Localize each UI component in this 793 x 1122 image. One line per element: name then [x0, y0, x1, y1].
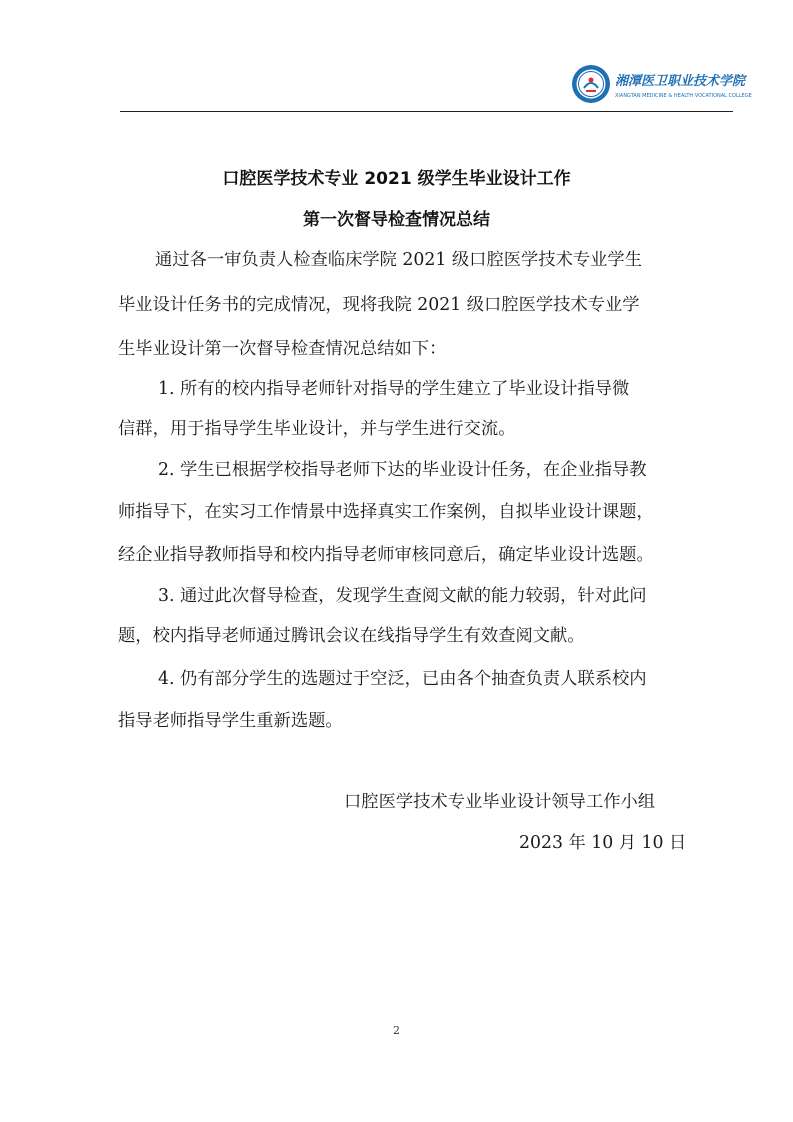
page-number: 2: [393, 1024, 400, 1037]
body-line: 4. 仍有部分学生的选题过于空泛，已由各个抽查负责人联系校内: [158, 669, 647, 689]
body-line: 信群，用于指导学生毕业设计，并与学生进行交流。: [118, 419, 516, 439]
body-line: 师指导下，在实习工作情景中选择真实工作案例，自拟毕业设计课题，: [118, 502, 654, 522]
signature-date: 2023 年 10 月 10 日: [519, 833, 687, 853]
document-subtitle: 第一次督导检查情况总结: [303, 210, 490, 230]
svg-text:XIANGTAN MEDICINE & HEALTH VOC: XIANGTAN MEDICINE & HEALTH VOCATIONAL COLLEGE: [615, 93, 752, 99]
signature-organization: 口腔医学技术专业毕业设计领导工作小组: [344, 792, 656, 812]
header-divider: [120, 111, 733, 112]
body-line: 1. 所有的校内指导老师针对指导的学生建立了毕业设计指导微: [158, 379, 630, 399]
body-line: 毕业设计任务书的完成情况，现将我院 2021 级口腔医学技术专业学: [118, 295, 640, 315]
body-line: 3. 通过此次督导检查，发现学生查阅文献的能力较弱，针对此问: [158, 586, 647, 606]
college-logo: [571, 64, 752, 104]
body-line: 指导老师指导学生重新选题。: [118, 711, 343, 731]
college-name-wordmark: [615, 70, 752, 100]
body-line: 生毕业设计第一次督导检查情况总结如下：: [118, 339, 447, 359]
document-title: 口腔医学技术专业 2021 级学生毕业设计工作: [222, 169, 571, 189]
body-line: 2. 学生已根据学校指导老师下达的毕业设计任务，在企业指导教: [158, 460, 647, 480]
body-line: 通过各一审负责人检查临床学院 2021 级口腔医学技术专业学生: [155, 250, 642, 270]
college-seal-icon: [571, 64, 611, 104]
body-line: 题，校内指导老师通过腾讯会议在线指导学生有效查阅文献。: [118, 626, 585, 646]
svg-text:湘潭医卫职业技术学院: 湘潭医卫职业技术学院: [615, 74, 746, 89]
body-line: 经企业指导教师指导和校内指导老师审核同意后，确定毕业设计选题。: [118, 545, 654, 565]
